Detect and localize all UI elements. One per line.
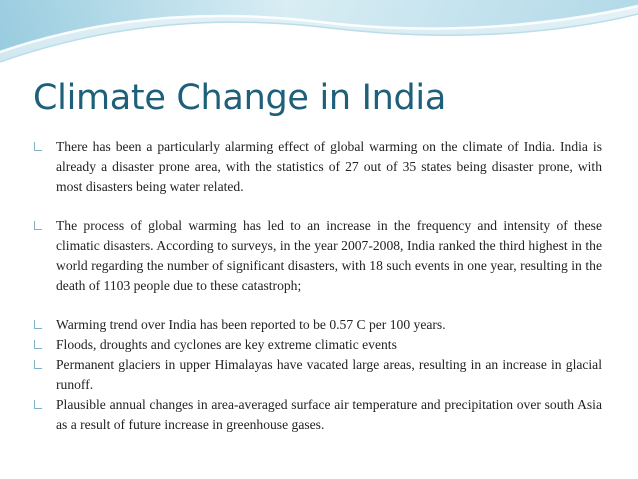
bullet-item [34,335,602,355]
bullet-text: Permanent glaciers in upper Himalayas have vacated large areas, resulting in an increase in glacial runoff. [56,357,602,392]
bullet-text: There has been a particularly alarming effect of global warming on the climate of India. India is already a disaster prone area, with the statistics of 27 out of 35 states being disaster prone, with most disasters being water related. [56,139,602,194]
bullet-marker-icon [34,221,42,230]
bullet-marker-icon [34,142,42,151]
bullet-item [34,395,602,435]
bullet-text: Floods, droughts and cyclones are key extreme climatic events [56,337,397,352]
bullet-marker-icon [34,340,42,349]
bullet-item [34,355,602,395]
slide-title: Climate Change in India [33,78,446,118]
bullet-marker-icon [34,320,42,329]
bullet-text: Warming trend over India has been reported to be 0.57 C per 100 years. [56,317,446,332]
bullet-item [34,315,602,335]
header-wave-decoration [0,0,638,80]
bullet-item [34,216,602,296]
bullet-marker-icon [34,360,42,369]
bullet-text: Plausible annual changes in area-averaged surface air temperature and precipitation over south Asia as a result of future increase in greenhouse gases. [56,397,602,432]
bullet-marker-icon [34,400,42,409]
bullet-text: The process of global warming has led to an increase in the frequency and intensity of these climatic disasters. According to surveys, in the year 2007-2008, India ranked the third highest in the world regarding the number of significant disasters, with 18 such events in one year, resulting in the death of 1103 people due to these catastroph; [56,218,602,293]
bullet-item [34,137,602,197]
bullet-list [34,137,602,435]
